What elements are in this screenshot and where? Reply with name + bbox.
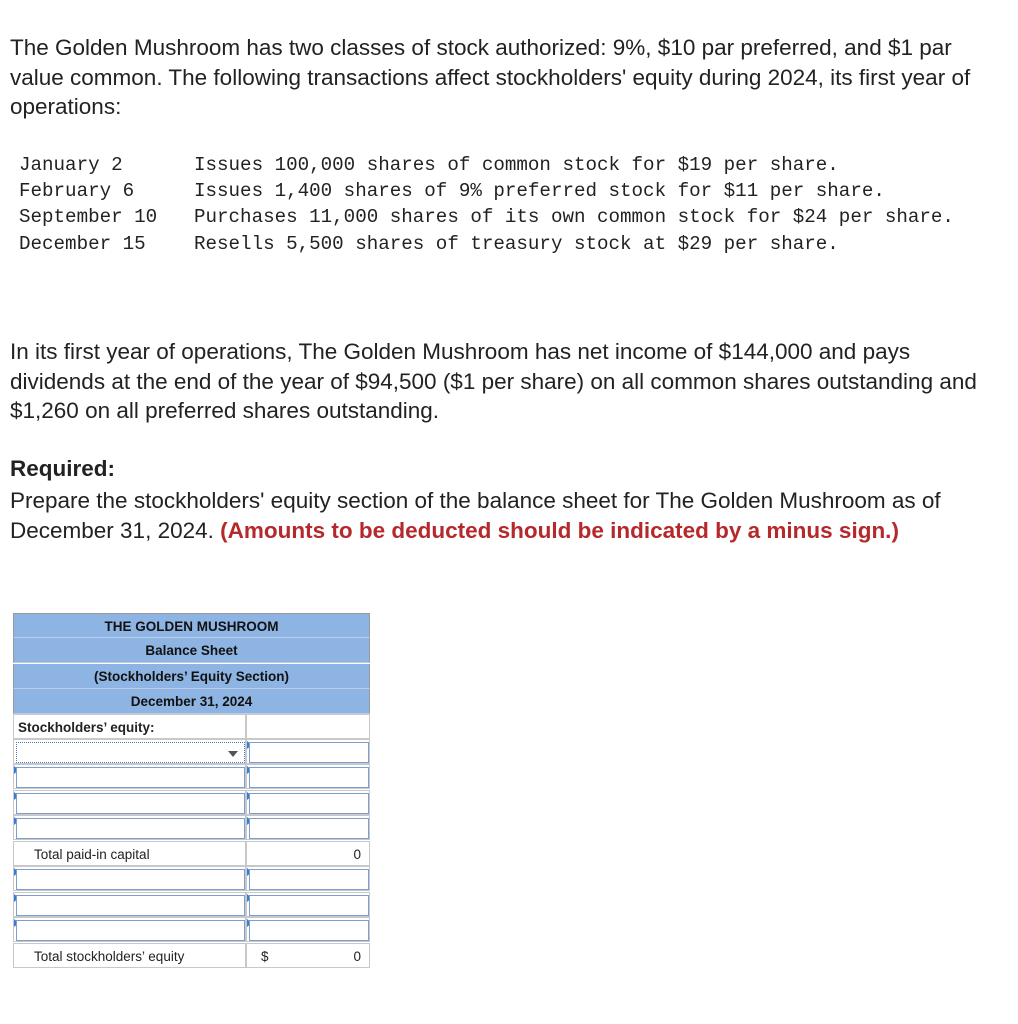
total-paid-in-label: Total paid-in capital bbox=[34, 847, 150, 862]
transaction-description: Resells 5,500 shares of treasury stock at $29 per share. bbox=[194, 232, 839, 255]
transaction-row bbox=[19, 204, 974, 230]
account-input[interactable] bbox=[16, 869, 245, 890]
total-paid-in-row bbox=[13, 841, 370, 866]
amount-cell bbox=[246, 764, 370, 789]
label-cell bbox=[13, 841, 246, 866]
label-cell bbox=[13, 943, 246, 968]
transaction-date: December 15 bbox=[19, 232, 146, 255]
amount-cell bbox=[246, 714, 370, 739]
transaction-date: September 10 bbox=[19, 206, 158, 229]
amount-input[interactable] bbox=[249, 767, 369, 788]
chevron-down-icon bbox=[228, 751, 238, 757]
transaction-description: Issues 1,400 shares of 9% preferred stock for $11 per share. bbox=[194, 180, 885, 203]
amount-input[interactable] bbox=[249, 869, 369, 890]
label-cell bbox=[13, 764, 246, 789]
label-cell bbox=[13, 739, 246, 764]
section-label: Stockholders’ equity: bbox=[18, 720, 155, 735]
amount-input[interactable] bbox=[249, 920, 369, 941]
required-text: Prepare the stockholders' equity section of the balance sheet for The Golden Mushroom as of December 31, 2024. bbox=[10, 488, 941, 543]
label-cell bbox=[13, 815, 246, 840]
total-equity-value: 0 bbox=[353, 949, 361, 964]
amount-input[interactable] bbox=[249, 742, 369, 763]
transaction-row bbox=[19, 231, 974, 257]
entry-row bbox=[13, 764, 370, 789]
required-instructions bbox=[10, 486, 1005, 546]
transaction-date: January 2 bbox=[19, 154, 123, 176]
total-paid-in-value: 0 bbox=[353, 847, 361, 862]
label-cell bbox=[13, 917, 246, 942]
amount-cell bbox=[246, 943, 370, 968]
entry-row bbox=[13, 739, 370, 764]
transaction-row bbox=[19, 178, 974, 204]
sheet-statement-title: Balance Sheet bbox=[13, 638, 370, 663]
currency-symbol: $ bbox=[261, 949, 269, 964]
amount-cell bbox=[246, 841, 370, 866]
entry-row bbox=[13, 866, 370, 891]
account-input[interactable] bbox=[16, 767, 245, 788]
amount-input[interactable] bbox=[249, 895, 369, 916]
label-cell bbox=[13, 866, 246, 891]
balance-sheet-worksheet bbox=[13, 613, 370, 971]
total-equity-row bbox=[13, 943, 370, 968]
transaction-description: Issues 100,000 shares of common stock for $19 per share. bbox=[194, 154, 839, 176]
transaction-row bbox=[19, 152, 974, 178]
label-cell bbox=[13, 714, 246, 739]
transaction-description: Purchases 11,000 shares of its own common stock for $24 per share. bbox=[194, 206, 954, 229]
amount-cell bbox=[246, 790, 370, 815]
required-heading: Required: bbox=[10, 456, 116, 481]
amount-input[interactable] bbox=[249, 818, 369, 839]
account-input[interactable] bbox=[16, 818, 245, 839]
entry-row bbox=[13, 917, 370, 942]
account-input[interactable] bbox=[16, 895, 245, 916]
entry-row bbox=[13, 815, 370, 840]
account-dropdown[interactable] bbox=[16, 742, 245, 763]
entry-row bbox=[13, 790, 370, 815]
sheet-company-name: THE GOLDEN MUSHROOM bbox=[13, 613, 370, 638]
transactions-table bbox=[19, 152, 974, 257]
amount-cell bbox=[246, 917, 370, 942]
entry-row bbox=[13, 892, 370, 917]
account-input[interactable] bbox=[16, 793, 245, 814]
income-dividends-paragraph: In its first year of operations, The Golden Mushroom has net income of $144,000 and pays dividends at the end of the year of $94,500 ($1 per share) on all common shares outstanding and $1,260 on all preferred shares outstanding. bbox=[10, 339, 977, 423]
problem-intro: The Golden Mushroom has two classes of stock authorized: 9%, $10 par preferred, and $1 par value common. The following transactions affect stockholders' equity during 2024, its first year of operations: bbox=[10, 35, 971, 119]
amount-cell bbox=[246, 739, 370, 764]
amount-cell bbox=[246, 815, 370, 840]
sheet-date: December 31, 2024 bbox=[13, 689, 370, 714]
section-label-row bbox=[13, 714, 370, 739]
amount-cell bbox=[246, 866, 370, 891]
sheet-section-title: (Stockholders’ Equity Section) bbox=[13, 664, 370, 689]
label-cell bbox=[13, 892, 246, 917]
amount-input[interactable] bbox=[249, 793, 369, 814]
amount-cell bbox=[246, 892, 370, 917]
transaction-date: February 6 bbox=[19, 180, 135, 203]
label-cell bbox=[13, 790, 246, 815]
account-input[interactable] bbox=[16, 920, 245, 941]
total-equity-label: Total stockholders’ equity bbox=[34, 949, 185, 964]
required-note: (Amounts to be deducted should be indicated by a minus sign.) bbox=[220, 518, 899, 543]
